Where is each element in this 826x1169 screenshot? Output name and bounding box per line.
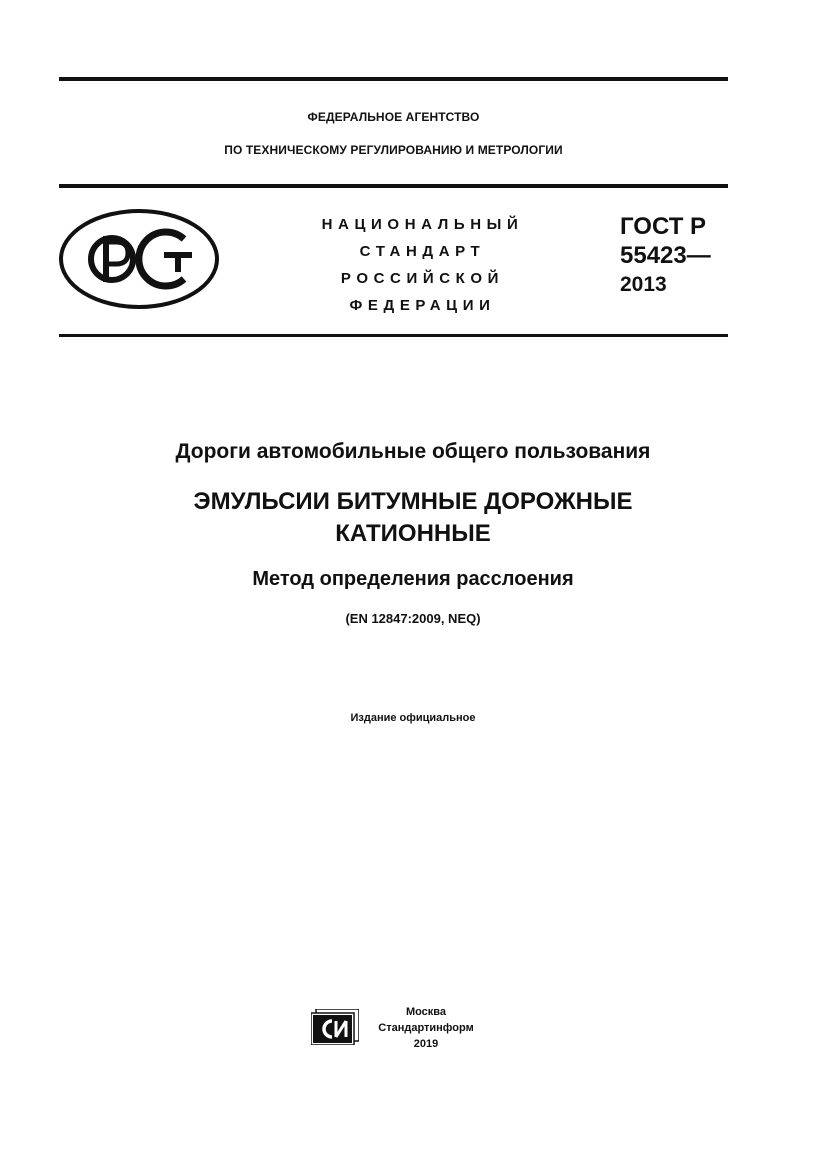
national-standard-label (300, 215, 545, 323)
method-title: Метод определения расслоения (252, 568, 574, 590)
publisher-imprint (366, 1004, 486, 1052)
rst-certification-mark-icon (58, 208, 220, 310)
national-line-1: НАЦИОНАЛЬНЫЙ (321, 216, 524, 233)
agency-line-1: ФЕДЕРАЛЬНОЕ АГЕНТСТВО (307, 110, 480, 124)
main-title (40, 486, 786, 550)
gost-designation (620, 212, 711, 297)
bottom-rule (59, 334, 728, 337)
middle-rule (59, 184, 728, 188)
publisher-year: 2019 (413, 1038, 439, 1050)
en-reference: (EN 12847:2009, NEQ) (345, 611, 481, 626)
edition-note: Издание официальное (350, 712, 476, 724)
publisher-city: Москва (405, 1006, 447, 1018)
agency-line-2: ПО ТЕХНИЧЕСКОМУ РЕГУЛИРОВАНИЮ И МЕТРОЛОГИИ (224, 143, 563, 157)
gost-label: ГОСТ Р (620, 213, 707, 240)
top-rule (59, 77, 728, 81)
national-line-4: ФЕДЕРАЦИИ (349, 297, 496, 314)
gost-year: 2013 (620, 273, 667, 296)
national-line-2: СТАНДАРТ (359, 243, 486, 260)
publisher-name: Стандартинформ (378, 1022, 474, 1034)
standartinform-logo-icon (311, 1009, 359, 1045)
series-title: Дороги автомобильные общего пользования (175, 440, 651, 463)
main-title-line-1: ЭМУЛЬСИИ БИТУМНЫЕ ДОРОЖНЫЕ (193, 488, 633, 515)
gost-number: 55423— (620, 242, 711, 269)
main-title-line-2: КАТИОННЫЕ (335, 520, 491, 547)
national-line-3: РОССИЙСКОЙ (340, 270, 505, 287)
